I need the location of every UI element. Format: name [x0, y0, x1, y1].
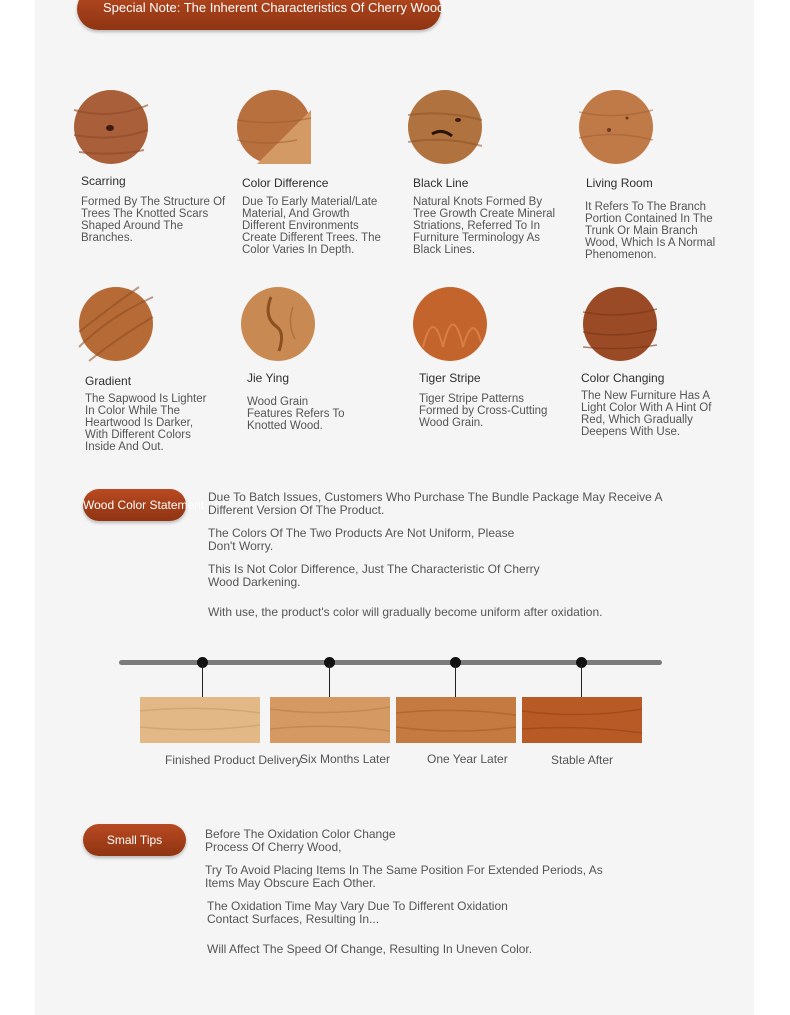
- timeline-stem: [581, 664, 582, 697]
- wood-sample-image: [579, 90, 653, 164]
- wood-sample-image: [241, 287, 315, 361]
- wood-sample-image: [408, 90, 482, 164]
- tip-paragraph: The Oxidation Time May Vary Due To Different Oxidation Contact Surfaces, Resulting In...: [207, 899, 508, 926]
- wood-sample-image: [583, 287, 657, 361]
- char-title: Jie Ying: [247, 371, 290, 385]
- char-desc: It Refers To The Branch Portion Contained In The Trunk Or Main Branch Wood, Which Is A Normal Phenomenon.: [585, 201, 716, 261]
- char-desc: Wood Grain Features Refers To Knotted Wood.: [247, 396, 345, 432]
- timeline-label: Finished Product Delivery: [165, 753, 302, 767]
- char-title: Gradient: [85, 374, 132, 388]
- timeline-label: One Year Later: [427, 752, 508, 766]
- tip-paragraph: Will Affect The Speed Of Change, Resulting In Uneven Color.: [207, 942, 533, 956]
- char-desc: Tiger Stripe Patterns Formed by Cross-Cutting Wood Grain.: [419, 393, 548, 429]
- char-title: Living Room: [586, 176, 653, 190]
- wood-color-paragraph: With use, the product's color will gradually become uniform after oxidation.: [208, 605, 603, 619]
- wood-color-statement-badge: Wood Color Statement: [83, 489, 186, 521]
- char-desc: Formed By The Structure Of Trees The Knotted Scars Shaped Around The Branches.: [81, 196, 226, 244]
- char-title: Scarring: [81, 174, 126, 188]
- timeline-stem: [455, 664, 456, 697]
- char-title: Color Difference: [242, 176, 329, 190]
- wood-plank-sample: [396, 697, 516, 743]
- char-desc: The Sapwood Is Lighter In Color While The Heartwood Is Darker, With Different Colors Inside And Out.: [85, 393, 207, 453]
- wood-color-paragraph: This Is Not Color Difference, Just The Characteristic Of Cherry Wood Darkening.: [208, 562, 540, 589]
- wood-color-paragraph: The Colors Of The Two Products Are Not Uniform, Please Don't Worry.: [208, 526, 515, 553]
- small-tips-badge: Small Tips: [83, 824, 186, 856]
- wood-sample-image: [413, 287, 487, 361]
- wood-plank-sample: [270, 697, 390, 743]
- char-title: Black Line: [413, 176, 469, 190]
- wood-color-paragraph: Due To Batch Issues, Customers Who Purchase The Bundle Package May Receive A Different Version Of The Product.: [208, 490, 662, 517]
- wood-plank-sample: [140, 697, 260, 743]
- char-title: Color Changing: [581, 371, 665, 385]
- char-desc: Natural Knots Formed By Tree Growth Create Mineral Striations, Referred To In Furniture Terminology As Black Lines.: [413, 196, 556, 256]
- timeline-stem: [202, 664, 203, 697]
- timeline-stem: [329, 664, 330, 697]
- timeline-label: Six Months Later: [300, 752, 391, 766]
- tip-paragraph: Before The Oxidation Color Change Process Of Cherry Wood,: [205, 827, 396, 854]
- char-title: Tiger Stripe: [419, 371, 481, 385]
- wood-sample-image: [237, 90, 311, 164]
- char-desc: The New Furniture Has A Light Color With A Hint Of Red, Which Gradually Deepens With Use.: [581, 390, 712, 438]
- special-note-banner: Special Note: The Inherent Characteristics Of Cherry Wood: [77, 0, 441, 30]
- timeline-label: Stable After: [551, 753, 614, 767]
- wood-sample-image: [79, 287, 153, 361]
- char-desc: Due To Early Material/Late Material, And Growth Different Environments Create Different Trees. The Color Varies In Depth.: [242, 196, 381, 256]
- wood-plank-sample: [522, 697, 642, 743]
- wood-sample-image: [74, 90, 148, 164]
- tip-paragraph: Try To Avoid Placing Items In The Same Position For Extended Periods, As Items May Obscure Each Other.: [205, 863, 603, 890]
